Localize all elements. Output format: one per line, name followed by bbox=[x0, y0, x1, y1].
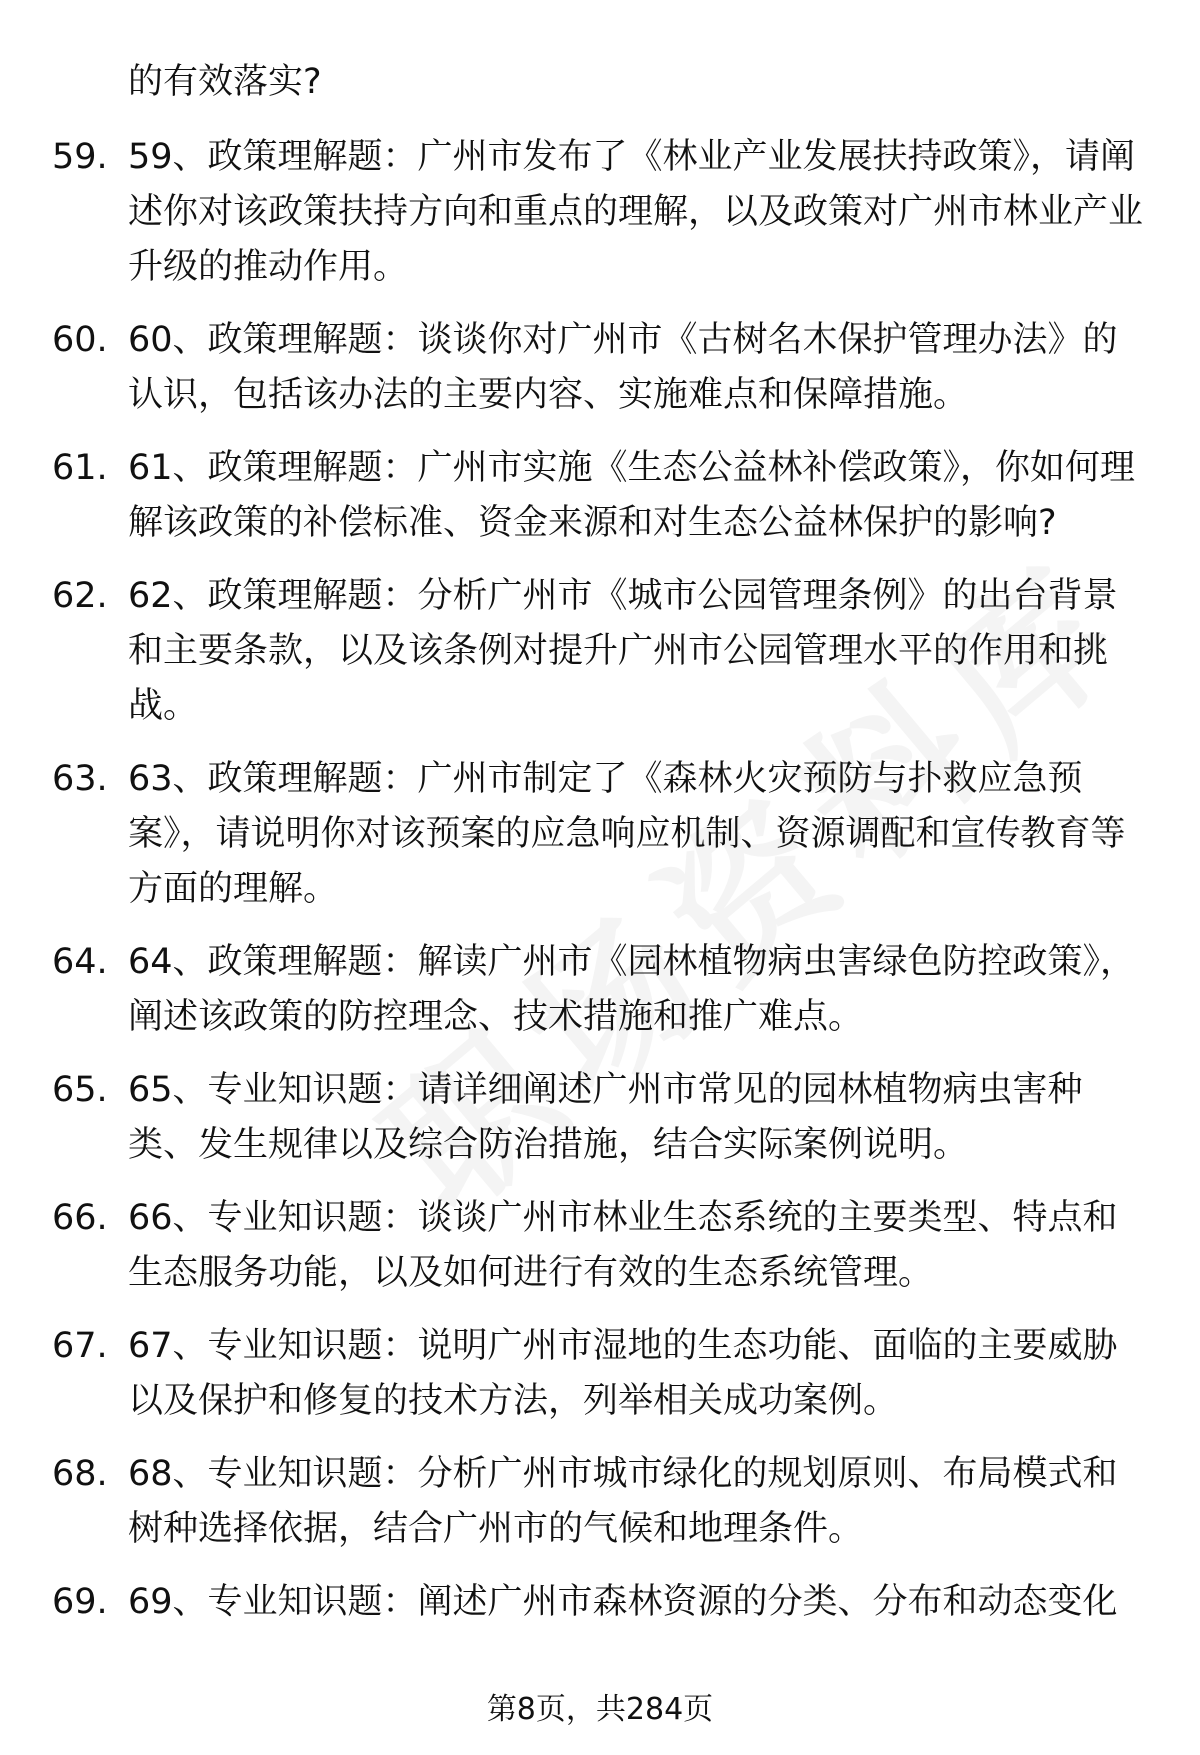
item-text: 68、专业知识题：分析广州市城市绿化的规划原则、布局模式和树种选择依据，结合广州市的气候和地理条件。 bbox=[128, 1454, 1118, 1549]
item-text: 67、专业知识题：说明广州市湿地的生态功能、面临的主要威胁以及保护和修复的技术方法，列举相关成功案例。 bbox=[128, 1326, 1118, 1421]
list-item bbox=[0, 752, 1200, 917]
item-text: 60、政策理解题：谈谈你对广州市《古树名木保护管理办法》的认识，包括该办法的主要内容、实施难点和保障措施。 bbox=[128, 320, 1118, 415]
list-item bbox=[0, 935, 1200, 1045]
item-text: 59、政策理解题：广州市发布了《林业产业发展扶持政策》，请阐述你对该政策扶持方向和重点的理解，以及政策对广州市林业产业升级的推动作用。 bbox=[128, 137, 1144, 287]
item-text: 61、政策理解题：广州市实施《生态公益林补偿政策》，你如何理解该政策的补偿标准、资金来源和对生态公益林保护的影响? bbox=[128, 448, 1136, 543]
item-text: 65、专业知识题：请详细阐述广州市常见的园林植物病虫害种类、发生规律以及综合防治措施，结合实际案例说明。 bbox=[128, 1070, 1083, 1165]
item-number: 62. bbox=[52, 576, 108, 616]
list-item bbox=[0, 1191, 1200, 1301]
item-text: 66、专业知识题：谈谈广州市林业生态系统的主要类型、特点和生态服务功能，以及如何进行有效的生态系统管理。 bbox=[128, 1198, 1118, 1293]
item-text: 63、政策理解题：广州市制定了《森林火灾预防与扑救应急预案》，请说明你对该预案的应急响应机制、资源调配和宣传教育等方面的理解。 bbox=[128, 759, 1126, 909]
item-number: 59. bbox=[52, 137, 108, 177]
list-item bbox=[0, 441, 1200, 551]
continuation-line: 的有效落实? bbox=[128, 62, 322, 102]
list-item bbox=[0, 1063, 1200, 1173]
list-item bbox=[0, 1319, 1200, 1429]
list-item bbox=[0, 1575, 1200, 1630]
question-list bbox=[0, 55, 1200, 1648]
item-number: 68. bbox=[52, 1454, 108, 1494]
list-item bbox=[0, 130, 1200, 295]
item-text: 64、政策理解题：解读广州市《园林植物病虫害绿色防控政策》，阐述该政策的防控理念、技术措施和推广难点。 bbox=[128, 942, 1136, 1037]
list-item bbox=[0, 313, 1200, 423]
item-number: 61. bbox=[52, 448, 108, 488]
page-footer: 第8页，共284页 bbox=[486, 1692, 714, 1727]
item-text: 69、专业知识题：阐述广州市森林资源的分类、分布和动态变化 bbox=[128, 1582, 1118, 1622]
item-number: 63. bbox=[52, 759, 108, 799]
item-number: 60. bbox=[52, 320, 108, 360]
list-item bbox=[0, 1447, 1200, 1557]
item-number: 66. bbox=[52, 1198, 108, 1238]
list-item bbox=[0, 569, 1200, 734]
item-number: 67. bbox=[52, 1326, 108, 1366]
item-number: 64. bbox=[52, 942, 108, 982]
item-number: 65. bbox=[52, 1070, 108, 1110]
item-text: 62、政策理解题：分析广州市《城市公园管理条例》的出台背景和主要条款，以及该条例对提升广州市公园管理水平的作用和挑战。 bbox=[128, 576, 1118, 726]
item-number: 69. bbox=[52, 1582, 108, 1622]
